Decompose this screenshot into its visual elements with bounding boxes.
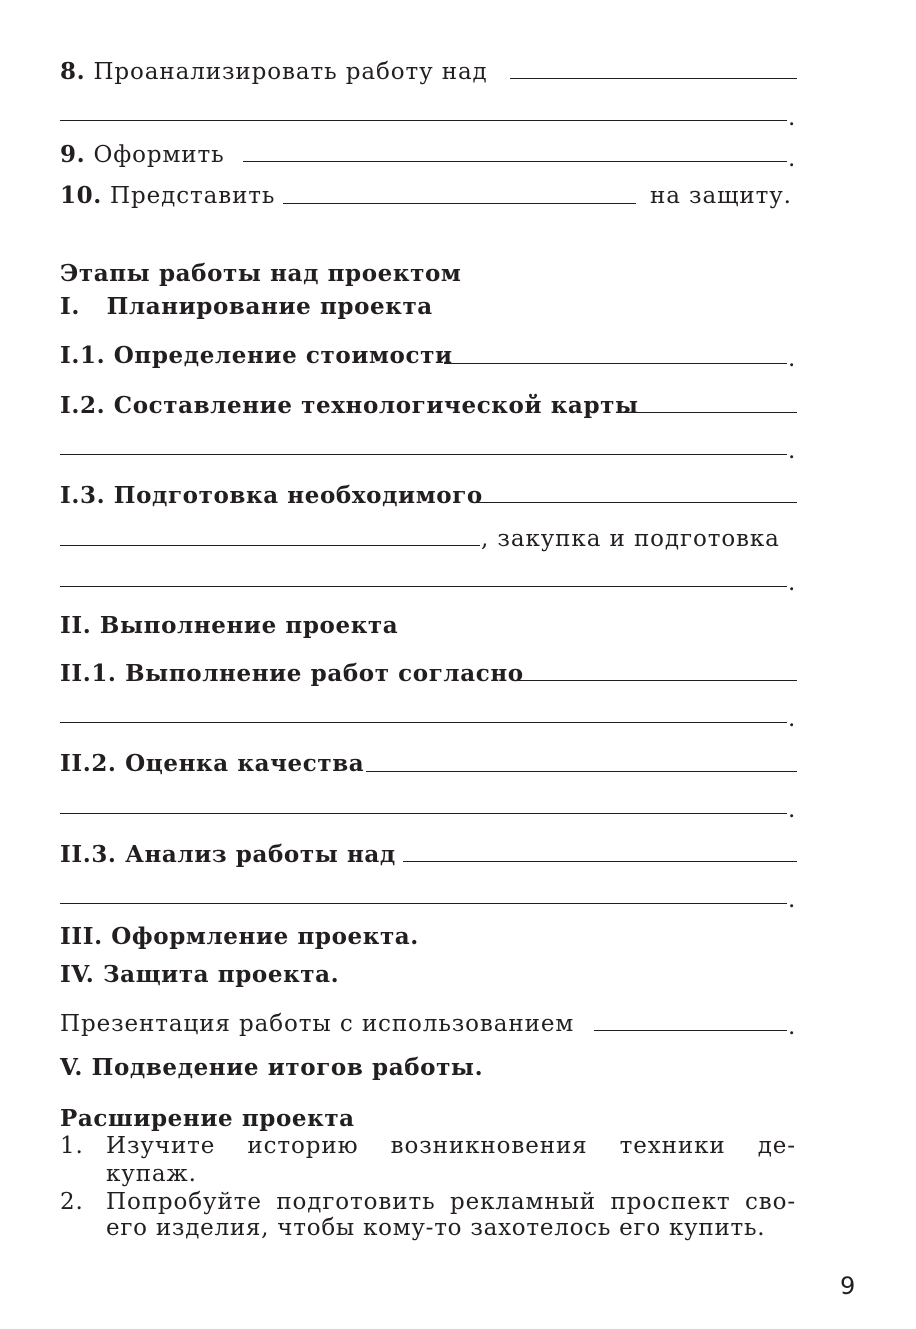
fill-line[interactable] [517,680,797,681]
fill-line[interactable] [283,203,636,204]
stages-heading: Этапы работы над проектом [60,260,462,287]
task-9 [60,141,225,169]
word: историю [247,1133,359,1159]
fill-line[interactable] [60,813,787,814]
extension-item-1-line-2: купаж. [106,1161,197,1187]
period: . [788,1014,796,1040]
extension-item-2-number: 2. [60,1189,84,1215]
fill-line[interactable] [403,861,797,862]
period: . [788,438,796,464]
period: . [788,706,796,732]
stage-1-2: I.2. Составление технологической карты [60,392,639,419]
fill-line[interactable] [60,722,787,723]
extension-item-1-line-1 [106,1132,796,1160]
task-8-number: 8. [60,58,86,85]
task-10-number: 10. [60,182,102,209]
period: . [788,570,796,596]
page-number: 9 [840,1272,856,1300]
period: . [788,797,796,823]
period: . [788,146,796,172]
fill-line[interactable] [473,502,797,503]
word: возникновения [390,1133,588,1159]
fill-line[interactable] [620,412,797,413]
word: сво- [744,1189,796,1215]
word: де- [757,1133,796,1159]
period: . [788,887,796,913]
fill-line[interactable] [60,545,480,546]
stage-2-title: II. Выполнение проекта [60,612,399,639]
fill-line[interactable] [444,363,787,364]
task-9-text: Оформить [93,142,225,168]
word: Попробуйте [106,1189,262,1215]
word: подготовить [276,1189,436,1215]
fill-line[interactable] [60,903,787,904]
task-8-text: Проанализировать работу над [93,59,488,85]
extension-heading: Расширение проекта [60,1105,355,1132]
stage-2-2: II.2. Оценка качества [60,750,365,777]
stage-5-title: V. Подведение итогов работы. [60,1054,484,1081]
stage-1-number: I. [60,293,80,320]
fill-line[interactable] [594,1030,787,1031]
stage-4-title: IV. Защита проекта. [60,961,340,988]
stage-1-title [60,293,433,321]
task-8 [60,58,488,86]
period: . [788,346,796,372]
fill-line[interactable] [60,454,787,455]
fill-line[interactable] [60,586,787,587]
stage-2-3: II.3. Анализ работы над [60,841,396,868]
extension-item-1-number: 1. [60,1133,84,1159]
stage-1-label: Планирование проекта [106,293,433,320]
word: рекламный [450,1189,596,1215]
fill-line[interactable] [366,771,797,772]
word: техники [619,1133,726,1159]
task-10 [60,182,275,210]
word: проспект [610,1189,731,1215]
task-10-text: Представить [110,183,276,209]
stage-1-3-tail: , закупка и подготовка [481,526,780,552]
stage-3-title: III. Оформление проекта. [60,923,419,950]
fill-line[interactable] [510,78,797,79]
period: . [788,105,796,131]
task-9-number: 9. [60,141,86,168]
presentation-text: Презентация работы с использованием [60,1011,575,1037]
fill-line[interactable] [243,161,787,162]
fill-line[interactable] [60,120,787,121]
stage-1-1: I.1. Определение стоимости [60,342,453,369]
word: Изучите [106,1133,216,1159]
stage-2-1: II.1. Выполнение работ согласно [60,660,524,687]
extension-item-2-line-2: его изделия, чтобы кому-то захотелось его купить. [106,1215,766,1241]
stage-1-3: I.3. Подготовка необходимого [60,482,483,509]
extension-item-2-line-1 [106,1188,796,1216]
task-10-tail: на защиту. [650,183,792,209]
